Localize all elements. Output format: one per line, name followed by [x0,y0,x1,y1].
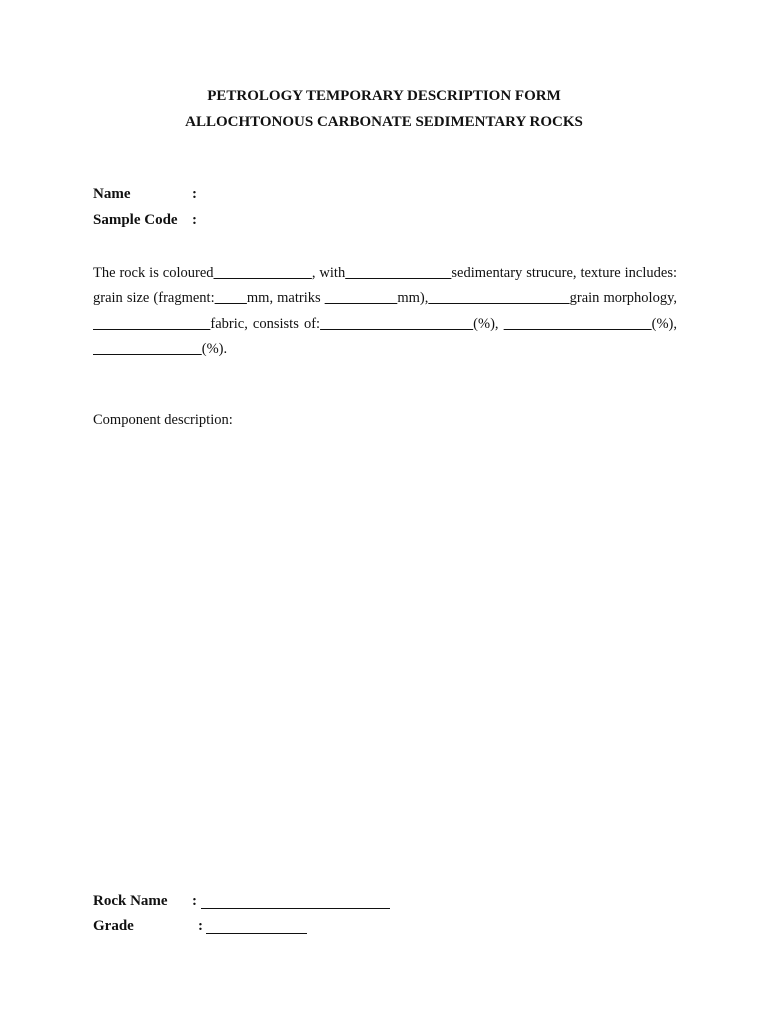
description-text-9: (%), [651,315,678,332]
structure-blank[interactable] [345,265,451,281]
matrix-size-blank[interactable] [325,290,398,306]
description-text-6: grain morphology, [569,290,678,307]
fragment-size-blank[interactable] [215,290,247,306]
description-text-4: mm, matriks [246,290,325,307]
component-3-blank[interactable] [93,341,202,357]
description-text-5: mm), [397,290,429,307]
grade-colon: : [198,918,203,934]
title-line-1: PETROLOGY TEMPORARY DESCRIPTION FORM [207,88,561,104]
colour-blank[interactable] [214,265,312,281]
rock-name-label: Rock Name [93,893,168,909]
description-text-7: fabric, consists of: [210,315,321,332]
sample-code-field [93,212,197,229]
description-text-10: (%). [201,340,228,357]
name-colon: : [192,186,197,202]
description-text-3: sedimentary strucure, texture includes: grain size (fragment: [93,265,678,307]
rock-name-line[interactable] [201,908,390,909]
component-1-blank[interactable] [320,316,473,332]
grade-label: Grade [93,918,134,934]
name-field [93,186,197,203]
sample-code-colon: : [192,212,197,228]
rock-name-field [93,893,197,910]
description-text-1: The rock is coloured [93,265,214,281]
rock-name-colon: : [192,893,197,909]
component-description-label: Component description: [93,412,233,428]
grade-line[interactable] [206,933,307,934]
grade-field [93,918,203,935]
description-text-8: (%), [473,315,504,332]
title-line-2: ALLOCHTONOUS CARBONATE SEDIMENTARY ROCKS [185,114,583,130]
description-text-2: , with [311,265,346,281]
sample-code-label: Sample Code [93,212,178,228]
fabric-blank[interactable] [93,316,210,332]
component-2-blank[interactable] [504,316,652,332]
name-label: Name [93,186,131,202]
rock-description-paragraph [93,261,677,362]
grain-blank[interactable] [428,290,569,306]
form-title [0,86,768,138]
